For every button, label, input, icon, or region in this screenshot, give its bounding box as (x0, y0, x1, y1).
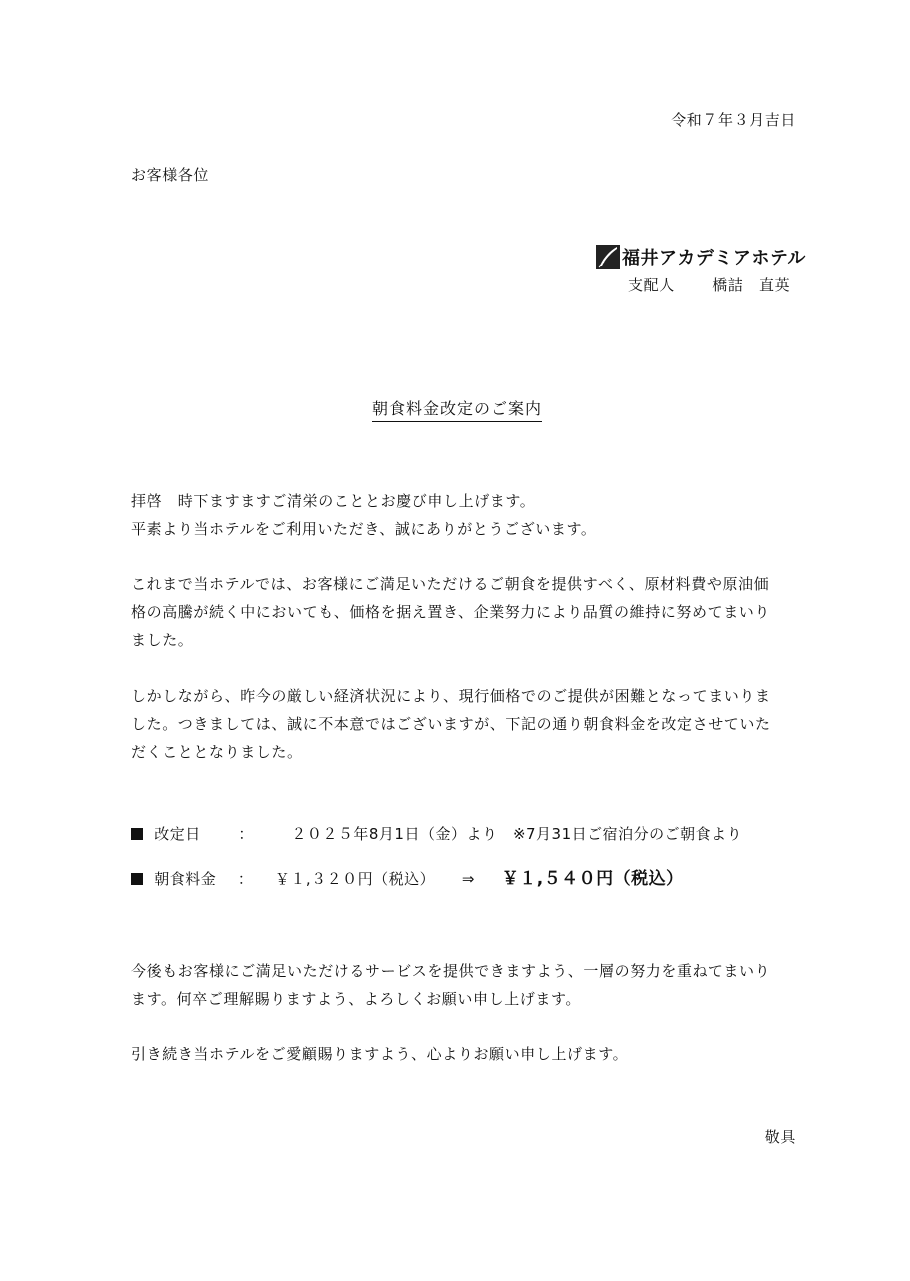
body-paragraph-2 (131, 682, 803, 766)
sender-name: 橋詰 直英 (712, 276, 791, 294)
quill-logo-icon (596, 245, 620, 269)
closing-word: 敬具 (764, 1128, 796, 1146)
body-line: 引き続き当ホテルをご愛顧賜りますよう、心よりお願い申し上げます。 (131, 1045, 629, 1063)
body-line: 格の高騰が続く中においても、価格を据え置き、企業努力により品質の維持に努めてまいり (131, 603, 771, 621)
revision-date-row (131, 823, 742, 844)
hotel-logo (596, 245, 806, 269)
body-line: ました。 (131, 631, 194, 649)
body-line: した。つきましては、誠に不本意ではございますが、下記の通り朝食料金を改定させていた (131, 715, 771, 733)
addressee: お客様各位 (131, 166, 210, 184)
body-line: しかしながら、昨今の厳しい経済状況により、現行価格でのご提供が困難となってまいりま (131, 687, 771, 705)
price-row (131, 864, 684, 889)
body-paragraph-1 (131, 570, 803, 654)
square-bullet-icon (131, 828, 143, 840)
arrow-icon: ⇒ (461, 870, 475, 888)
price-after: ￥１,５４０円（税込） (501, 869, 684, 889)
revision-value: ２０２５年8月1日（金）より ※7月31日ご宿泊分のご朝食より (291, 825, 743, 843)
sender-position: 支配人 (628, 276, 675, 294)
sender-signature (628, 274, 790, 295)
document-title: 朝食料金改定のご案内 (372, 396, 542, 422)
price-colon: ： (237, 870, 254, 888)
body-paragraph-3 (131, 957, 803, 1013)
body-paragraph-4 (131, 1040, 803, 1068)
body-line: これまで当ホテルでは、お客様にご満足いただけるご朝食を提供すべく、原材料費や原油価 (131, 575, 770, 593)
revision-label: 改定日 (154, 825, 201, 843)
square-bullet-icon (131, 873, 143, 885)
greeting-line: 平素より当ホテルをご利用いただき、誠にありがとうございます。 (131, 520, 597, 538)
hotel-name: 福井アカデミアホテル (622, 248, 806, 269)
letter-date: 令和７年３月吉日 (671, 111, 796, 129)
body-line: 今後もお客様にご満足いただけるサービスを提供できますよう、一層の努力を重ねてまいり (131, 962, 771, 980)
greeting-line: 拝啓 時下ますますご清栄のこととお慶び申し上げます。 (131, 492, 536, 510)
price-label: 朝食料金 (154, 870, 217, 888)
revision-colon: ： (238, 825, 254, 843)
greeting-paragraph (131, 487, 803, 543)
body-line: だくこととなりました。 (131, 743, 303, 761)
price-before: ￥１,３２０円（税込） (274, 870, 436, 888)
body-line: ます。何卒ご理解賜りますよう、よろしくお願い申し上げます。 (131, 990, 582, 1008)
